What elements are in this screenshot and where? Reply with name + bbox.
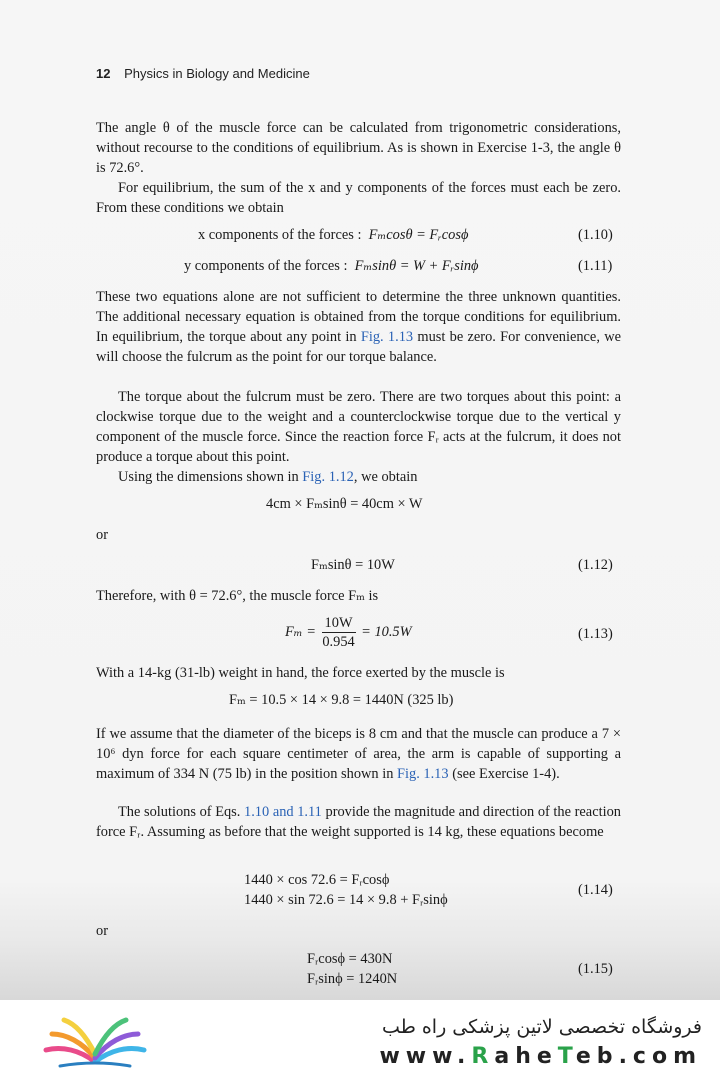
equation-number-1-11: (1.11) bbox=[578, 258, 613, 274]
shop-name: فروشگاه تخصصی لاتین پزشکی راه طب bbox=[382, 1016, 702, 1038]
page-header bbox=[96, 66, 310, 81]
equation-1-12: Fₘsinθ = 10W bbox=[311, 557, 395, 573]
equation-muscle-force-value: Fₘ = 10.5 × 14 × 9.8 = 1440N (325 lb) bbox=[229, 692, 454, 708]
paragraph-muscle-force: Therefore, with θ = 72.6°, the muscle force Fₘ is bbox=[96, 588, 379, 604]
paragraph-dimensions: Using the dimensions shown in Fig. 1.12, we obtain bbox=[118, 469, 418, 485]
figure-link-1-12[interactable]: Fig. 1.12 bbox=[302, 469, 354, 485]
equation-1-15-line-2: Fᵣsinϕ = 1240N bbox=[307, 971, 398, 987]
equation-number-1-14: (1.14) bbox=[578, 882, 613, 898]
paragraph-reaction-force: The solutions of Eqs. 1.10 and 1.11 provide the magnitude and direction of the reaction force Fᵣ. Assuming as before that the weight supported is 14 kg, these equations become bbox=[96, 804, 621, 840]
equation-1-13: Fₘ = $\frac{10W}{0.954}$ = 10.5W bbox=[285, 615, 412, 650]
running-title: Physics in Biology and Medicine bbox=[124, 66, 310, 81]
shop-url: www.RaheTeb.com bbox=[379, 1044, 702, 1069]
equation-1-11: y components of the forces : Fₘsinθ = W + Fᵣsinϕ bbox=[184, 258, 479, 274]
equation-1-10: x components of the forces : Fₘcosθ = Fᵣcosϕ bbox=[198, 227, 469, 243]
equation-1-14-line-1: 1440 × cos 72.6 = Fᵣcosϕ bbox=[244, 872, 390, 888]
open-book-logo-icon bbox=[40, 1010, 150, 1072]
equation-1-15-line-1: Fᵣcosϕ = 430N bbox=[307, 951, 393, 967]
figure-link-1-13b[interactable]: Fig. 1.13 bbox=[397, 766, 449, 782]
paragraph-torque-condition: These two equations alone are not sufficient to determine the three unknown quantities. The additional necessary equation is obtained from the torque conditions for equilibrium. In equilibrium, the torque about any point in Fig. 1.13 must be zero. For convenience, we will choose the fulcrum as the point for our torque balance. bbox=[96, 289, 621, 365]
paragraph-angle: The angle θ of the muscle force can be calculated from trigonometric considerations, without recourse to the conditions of equilibrium. As is shown in Exercise 1-3, the angle θ is 72.6°. bbox=[96, 120, 621, 176]
equation-number-1-10: (1.10) bbox=[578, 227, 613, 243]
equation-torque-balance: 4cm × Fₘsinθ = 40cm × W bbox=[266, 496, 423, 512]
watermark-footer bbox=[0, 1000, 720, 1080]
equation-number-1-13: (1.13) bbox=[578, 626, 613, 642]
page-number: 12 bbox=[96, 66, 111, 81]
figure-link-1-13[interactable]: Fig. 1.13 bbox=[360, 329, 414, 345]
connector-or-2: or bbox=[96, 923, 108, 939]
paragraph-biceps: If we assume that the diameter of the biceps is 8 cm and that the muscle can produce a 7 × 10⁶ dyn force for each square centimeter of area, the arm is capable of supporting a maximum of 334 N (75 lb) in the position shown in Fig. 1.13 (see Exercise 1-4). bbox=[96, 726, 621, 782]
equation-link-1-10-1-11[interactable]: 1.10 and 1.11 bbox=[244, 804, 322, 820]
paragraph-fulcrum-torque: The torque about the fulcrum must be zero. There are two torques about this point: a clockwise torque due to the weight and a counterclockwise torque due to the vertical y component of the muscle force. Since the reaction force Fᵣ acts at the fulcrum, it does not produce a torque about this point. bbox=[96, 389, 621, 465]
equation-1-14-line-2: 1440 × sin 72.6 = 14 × 9.8 + Fᵣsinϕ bbox=[244, 892, 448, 908]
equation-number-1-15: (1.15) bbox=[578, 961, 613, 977]
equation-number-1-12: (1.12) bbox=[578, 557, 613, 573]
paragraph-equilibrium: For equilibrium, the sum of the x and y components of the forces must each be zero. From these conditions we obtain bbox=[96, 180, 621, 216]
connector-or: or bbox=[96, 527, 108, 543]
paragraph-weight-in-hand: With a 14-kg (31-lb) weight in hand, the force exerted by the muscle is bbox=[96, 665, 505, 681]
